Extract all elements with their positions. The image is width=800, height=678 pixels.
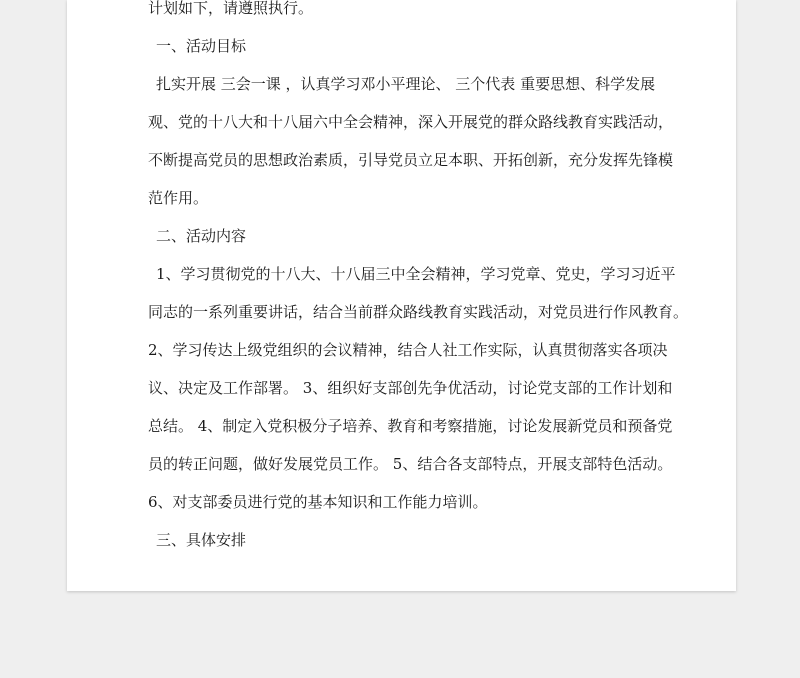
paragraph-line: 1、学习贯彻党的十八大、十八届三中全会精神，学习党章、党史，学习习近平 (156, 265, 676, 283)
paragraph-line: 计划如下，请遵照执行。 (148, 0, 314, 17)
paragraph-line: 同志的一系列重要讲话，结合当前群众路线教育实践活动，对党员进行作风教育。 (148, 303, 689, 321)
paragraph-line: 不断提高党员的思想政治素质，引导党员立足本职、开拓创新，充分发挥先锋模 (148, 151, 674, 169)
paragraph-line: 2、学习传达上级党组织的会议精神，结合人社工作实际，认真贯彻落实各项决 (148, 341, 668, 359)
paragraph-line: 总结。 4、制定入党积极分子培养、教育和考察措施，讨论发展新党员和预备党 (148, 417, 673, 435)
section-heading-goals: 一、活动目标 (156, 37, 247, 55)
section-heading-arrangement: 三、具体安排 (156, 531, 247, 549)
paragraph-line: 扎实开展 三会一课 ，认真学习邓小平理论、 三个代表 重要思想、科学发展 (156, 75, 656, 93)
paragraph-line: 员的转正问题，做好发展党员工作。 5、结合各支部特点，开展支部特色活动。 (148, 455, 673, 473)
section-heading-content: 二、活动内容 (156, 227, 247, 245)
paragraph-line: 议、决定及工作部署。 3、组织好支部创先争优活动，讨论党支部的工作计划和 (148, 379, 673, 397)
paragraph-line: 范作用。 (148, 189, 209, 207)
paragraph-line: 观、党的十八大和十八届六中全会精神，深入开展党的群众路线教育实践活动， (148, 113, 674, 131)
paragraph-line: 6、对支部委员进行党的基本知识和工作能力培训。 (148, 493, 488, 511)
document-page (67, 0, 736, 591)
